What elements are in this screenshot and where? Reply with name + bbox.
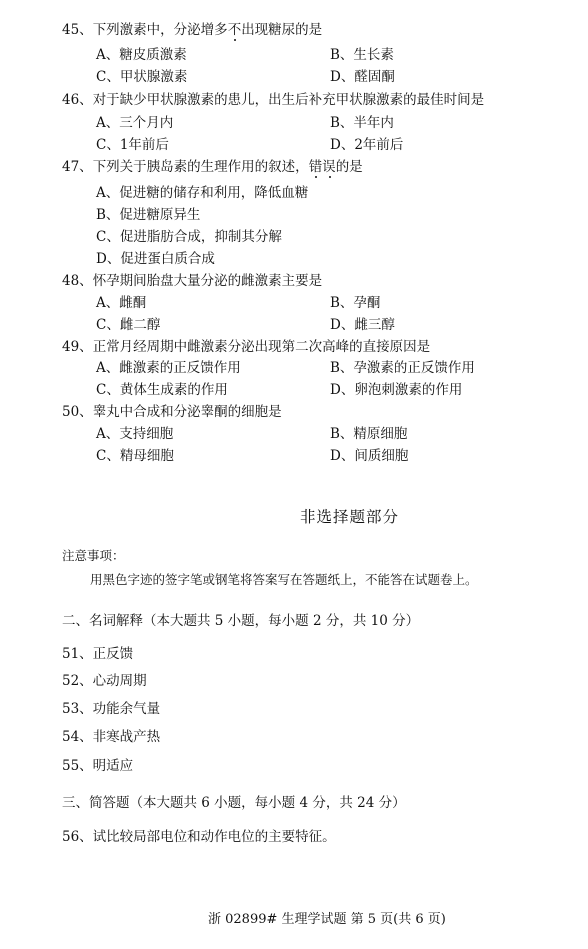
option-a: A、糖皮质激素 <box>96 47 187 63</box>
option-b: B、促进糖原异生 <box>96 207 201 223</box>
option-c: C、雌二醇 <box>96 317 161 333</box>
part2-title: 二、名词解释（本大题共 5 小题，每小题 2 分，共 10 分） <box>62 613 420 629</box>
option-d: D、促进蛋白质合成 <box>96 251 215 267</box>
question-number: 48、 <box>62 273 93 289</box>
option-a: A、促进糖的储存和利用，降低血糖 <box>96 185 309 201</box>
option-d: D、雌三醇 <box>330 317 395 333</box>
option-a: A、三个月内 <box>96 115 174 131</box>
option-a: A、支持细胞 <box>96 426 174 442</box>
option-c: C、甲状腺激素 <box>96 69 188 85</box>
emphasis-word <box>309 159 336 175</box>
option-c: C、精母细胞 <box>96 448 174 464</box>
question-47 <box>62 158 363 176</box>
question-49 <box>62 338 430 356</box>
question-50 <box>62 403 282 421</box>
question-text-post: 的是 <box>335 159 363 175</box>
question-text: 睾丸中合成和分泌睾酮的细胞是 <box>92 404 282 420</box>
option-d: D、间质细胞 <box>330 448 409 464</box>
emphasis-dot <box>234 39 236 41</box>
notice-label: 注意事项： <box>62 548 125 563</box>
question-number: 49、 <box>62 339 93 355</box>
section-heading: 非选择题部分 <box>300 508 400 526</box>
option-b: B、生长素 <box>330 47 394 63</box>
option-b: B、孕酮 <box>330 295 381 311</box>
emphasis-text: 不 <box>227 22 242 38</box>
option-c: C、1年前后 <box>96 137 169 153</box>
emphasis-dot <box>329 176 331 178</box>
term-item: 52、心动周期 <box>62 673 147 689</box>
emphasis-word <box>228 22 242 38</box>
question-45 <box>62 21 322 39</box>
term-item: 55、明适应 <box>62 758 134 774</box>
question-text-pre: 下列关于胰岛素的生理作用的叙述， <box>92 159 309 175</box>
option-d: D、2年前后 <box>330 137 404 153</box>
notice-text: 用黑色字迹的签字笔或钢笔将答案写在答题纸上，不能答在试题卷上。 <box>90 572 478 587</box>
option-b: B、半年内 <box>330 115 394 131</box>
option-d: D、卵泡刺激素的作用 <box>330 382 463 398</box>
short-answer-item: 56、试比较局部电位和动作电位的主要特征。 <box>62 829 336 845</box>
emphasis-dot <box>315 176 317 178</box>
question-48 <box>62 272 322 290</box>
option-b: B、精原细胞 <box>330 426 408 442</box>
question-number: 47、 <box>62 159 93 175</box>
page-footer: 浙 02899# 生理学试题 第 5 页(共 6 页) <box>208 912 446 927</box>
option-c: C、促进脂肪合成，抑制其分解 <box>96 229 282 245</box>
question-text-pre: 下列激素中，分泌增多 <box>92 22 228 38</box>
option-a: A、雌激素的正反馈作用 <box>96 360 241 376</box>
question-number: 45、 <box>62 22 93 38</box>
question-46 <box>62 91 484 109</box>
term-item: 54、非寒战产热 <box>62 729 161 745</box>
question-text: 怀孕期间胎盘大量分泌的雌激素主要是 <box>92 273 323 289</box>
term-item: 53、功能余气量 <box>62 701 161 717</box>
question-text-post: 出现糖尿的是 <box>241 22 323 38</box>
option-b: B、孕激素的正反馈作用 <box>330 360 475 376</box>
question-text: 对于缺少甲状腺激素的患儿，出生后补充甲状腺激素的最佳时间是 <box>92 92 485 108</box>
option-c: C、黄体生成素的作用 <box>96 382 228 398</box>
part3-title: 三、简答题（本大题共 6 小题，每小题 4 分，共 24 分） <box>62 795 406 811</box>
question-number: 46、 <box>62 92 93 108</box>
option-d: D、醛固酮 <box>330 69 395 85</box>
emphasis-text: 错误 <box>308 159 336 175</box>
term-item: 51、正反馈 <box>62 646 134 662</box>
option-a: A、雌酮 <box>96 295 147 311</box>
question-number: 50、 <box>62 404 93 420</box>
question-text: 正常月经周期中雌激素分泌出现第二次高峰的直接原因是 <box>92 339 431 355</box>
